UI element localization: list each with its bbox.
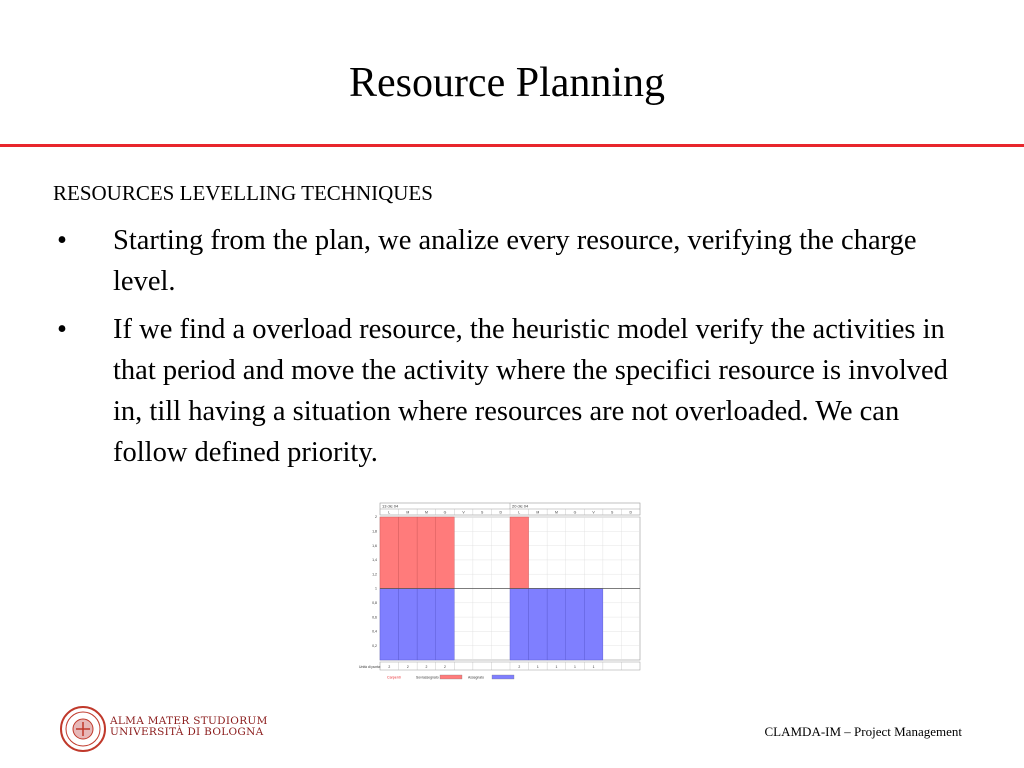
y-tick-label: 2 — [375, 515, 377, 520]
units-value: 2 — [425, 664, 428, 669]
day-label: V — [592, 510, 595, 515]
legend-swatch — [492, 675, 514, 679]
y-tick-label: 1,2 — [372, 572, 377, 577]
day-label: L — [518, 510, 521, 515]
y-tick-label: 0,8 — [372, 601, 377, 605]
logo-line-1: ALMA MATER STUDIORUM — [110, 715, 268, 727]
day-label: M — [536, 510, 540, 515]
bar-overallocated — [436, 517, 455, 589]
slide-title: Resource Planning — [348, 60, 666, 106]
units-value: 2 — [388, 664, 391, 669]
footer-course-label: CLAMDA-IM – Project Management — [764, 724, 962, 739]
bar-allocated — [417, 589, 436, 661]
legend-swatch — [440, 675, 462, 679]
y-tick-label: 1,8 — [372, 529, 377, 534]
bullet-dot: • — [57, 225, 67, 256]
bullet-item — [53, 309, 953, 473]
day-label: S — [480, 510, 484, 515]
week-label: 20 dic 04 — [512, 503, 529, 509]
resource-graph-svg — [358, 500, 644, 682]
bar-allocated — [436, 589, 455, 661]
legend-label: Sovrassegnato — [416, 675, 439, 680]
day-label: D — [499, 510, 502, 515]
bar-allocated — [566, 589, 585, 661]
y-tick-label: 0,4 — [372, 629, 377, 634]
university-logo — [60, 703, 268, 755]
bar-allocated — [547, 589, 566, 661]
units-value: 1 — [574, 664, 576, 669]
units-row-label: Unità di punta: — [359, 664, 381, 669]
bullet-dot: • — [57, 314, 67, 345]
day-label: L — [388, 510, 391, 515]
bar-allocated — [380, 589, 399, 661]
university-seal-icon — [60, 703, 106, 755]
day-label: G — [443, 510, 447, 515]
y-tick-label: 0,6 — [372, 615, 377, 620]
bar-allocated — [510, 589, 529, 661]
day-label: M — [554, 510, 558, 515]
day-label: S — [610, 510, 614, 515]
y-tick-label: 1,6 — [372, 543, 377, 548]
logo-line-2: UNIVERSITÀ DI BOLOGNA — [110, 726, 264, 738]
y-tick-label: 1,4 — [372, 558, 377, 563]
logo-text — [110, 716, 268, 738]
y-tick-label: 0,2 — [372, 643, 377, 648]
bar-overallocated — [417, 517, 436, 589]
day-label: M — [406, 510, 410, 515]
day-label: D — [629, 510, 632, 515]
bar-overallocated — [399, 517, 418, 589]
bar-allocated — [584, 589, 603, 661]
bar-overallocated — [380, 517, 399, 589]
day-label: G — [573, 510, 577, 515]
units-value: 1 — [555, 664, 558, 669]
units-value: 1 — [536, 664, 539, 669]
bar-overallocated — [510, 517, 529, 589]
units-value: 2 — [444, 664, 446, 669]
day-label: V — [462, 510, 465, 515]
week-label: 13 dic 04 — [382, 503, 399, 509]
legend-title: Carpenti — [387, 675, 401, 680]
units-value: 2 — [518, 664, 521, 669]
legend-label: Assegnato — [468, 675, 485, 680]
resource-graph — [358, 500, 644, 682]
bar-allocated — [399, 589, 418, 661]
units-value: 1 — [592, 664, 595, 669]
bar-allocated — [529, 589, 548, 661]
bullet-item — [53, 220, 953, 302]
bullet-text: Starting from the plan, we analize every resource, verifying the charge level. — [113, 225, 917, 297]
units-value: 2 — [406, 664, 409, 669]
bullet-text: If we find a overload resource, the heuristic model verify the activities in that period and move the activity where the specifici resource is involved in, till having a situation where resources are not overloaded. We can follow defined priority. — [113, 314, 948, 468]
y-tick-label: 1 — [375, 586, 377, 591]
day-label: M — [424, 510, 428, 515]
title-divider — [0, 144, 1024, 147]
section-subtitle: RESOURCES LEVELLING TECHNIQUES — [53, 181, 433, 205]
bullet-list — [53, 220, 953, 480]
